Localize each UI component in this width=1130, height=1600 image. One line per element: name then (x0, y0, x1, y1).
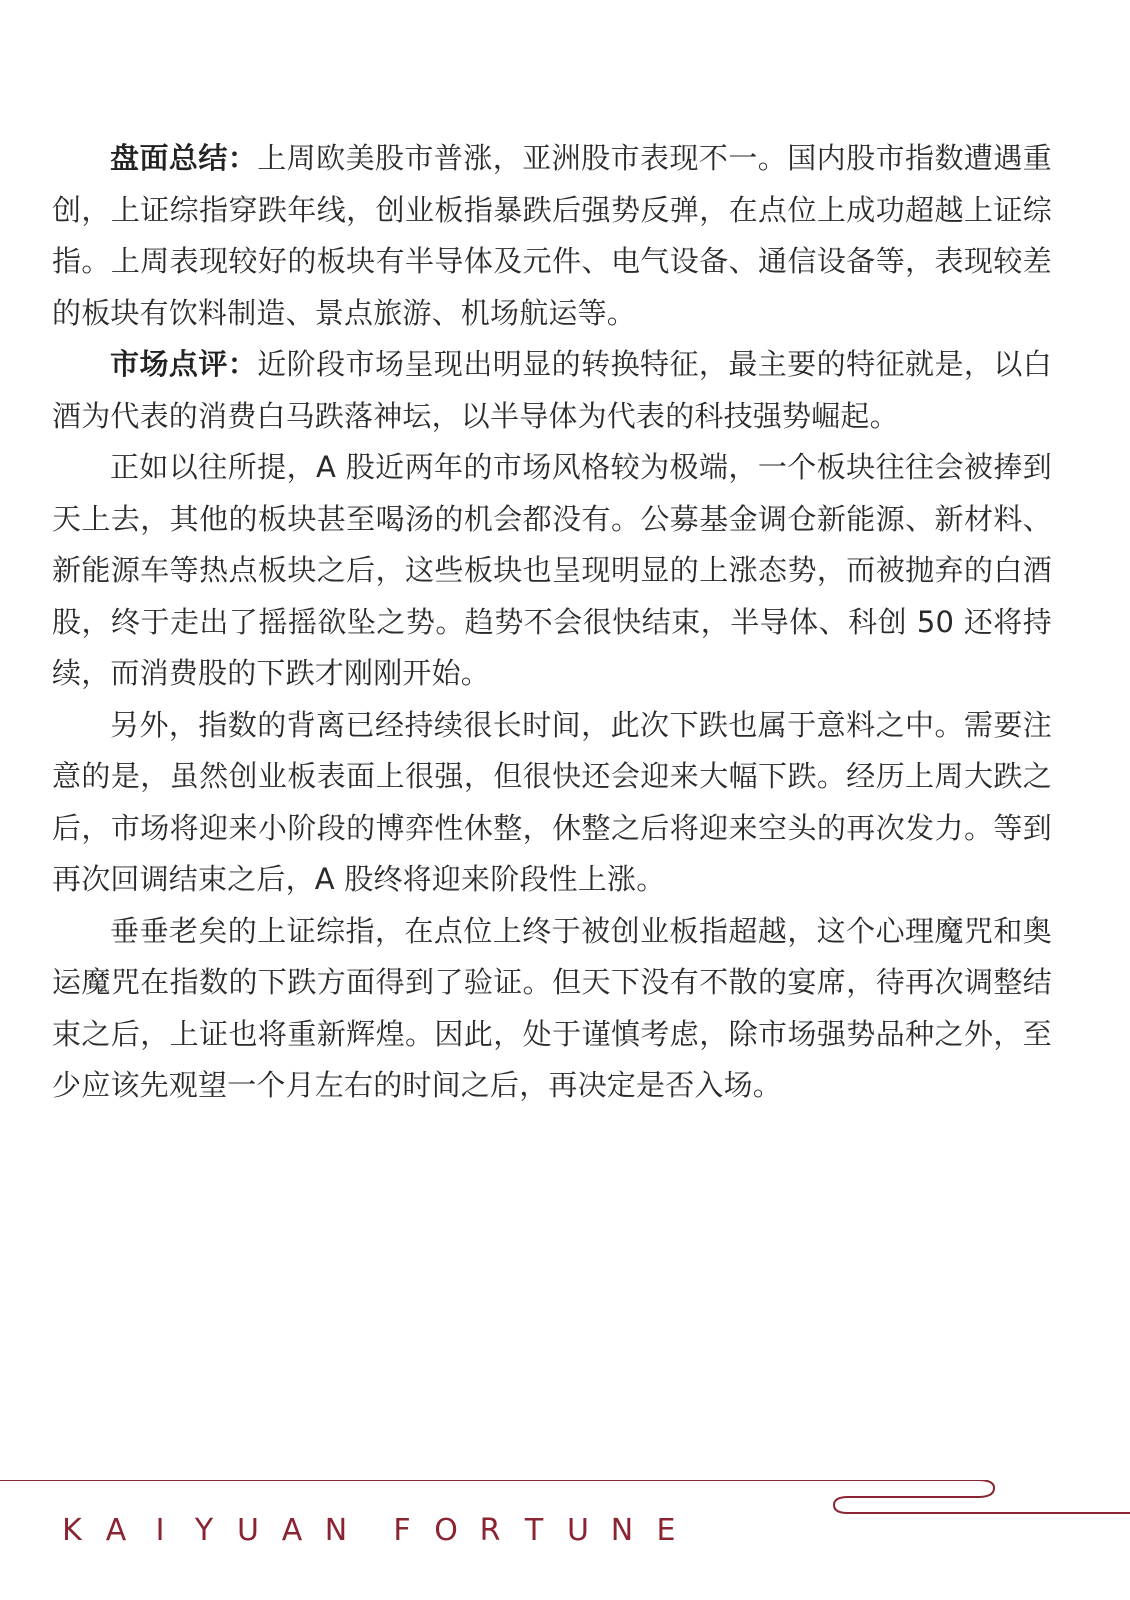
brand-letter: U (237, 1512, 259, 1548)
brand-letter: A (105, 1512, 127, 1548)
paragraph-outlook (52, 906, 1052, 1112)
article-body (52, 133, 1052, 1112)
paragraph-text: 垂垂老矣的上证综指，在点位上终于被创业板指超越，这个心理魔咒和奥运魔咒在指数的下跌方面得到了验证。但天下没有不散的宴席，待再次调整结束之后，上证也将重新辉煌。因此，处于谨慎考虑，除市场强势品种之外，至少应该先观望一个月左右的时间之后，再决定是否入场。 (52, 913, 1052, 1102)
paragraph-text: 上周欧美股市普涨，亚洲股市表现不一。国内股市指数遭遇重创，上证综指穿跌年线，创业板指暴跌后强势反弹，在点位上成功超越上证综指。上周表现较好的板块有半导体及元件、电气设备、通信设备等，表现较差的板块有饮料制造、景点旅游、机场航运等。 (52, 141, 1052, 330)
paragraph-divergence (52, 700, 1052, 906)
brand-letter: O (434, 1512, 458, 1548)
paragraph-text: 近阶段市场呈现出明显的转换特征，最主要的特征就是，以白酒为代表的消费白马跌落神坛，以半导体为代表的科技强势崛起。 (52, 347, 1052, 433)
brand-letter: K (62, 1512, 82, 1548)
brand-letter: I (155, 1512, 165, 1548)
brand-letter: F (393, 1512, 411, 1548)
brand-letter: U (567, 1512, 589, 1548)
brand-letter: N (324, 1512, 348, 1548)
paragraph-lead: 市场点评： (110, 347, 258, 381)
paragraph-commentary (52, 339, 1052, 442)
brand-letter: A (281, 1512, 303, 1548)
brand-wordmark (50, 1510, 688, 1550)
brand-letter: T (524, 1512, 544, 1548)
brand-letter: R (479, 1512, 501, 1548)
brand-letter: E (656, 1512, 676, 1548)
paragraph-text: 正如以往所提，A 股近两年的市场风格较为极端，一个板块往往会被捧到天上去，其他的板块甚至喝汤的机会都没有。公募基金调仓新能源、新材料、新能源车等热点板块之后，这些板块也呈现明显的上涨态势，而被抛弃的白酒股，终于走出了摇摇欲坠之势。趋势不会很快结束，半导体、科创 50 还将持续，而消费股的下跌才刚刚开始。 (52, 450, 1052, 690)
paragraph-style (52, 442, 1052, 700)
paragraph-lead: 盘面总结： (110, 141, 258, 175)
paragraph-text: 另外，指数的背离已经持续很长时间，此次下跌也属于意料之中。需要注意的是，虽然创业板表面上很强，但很快还会迎来大幅下跌。经历上周大跌之后，市场将迎来小阶段的博弈性休整，休整之后将迎来空头的再次发力。等到再次回调结束之后，A 股终将迎来阶段性上涨。 (52, 707, 1052, 896)
brand-letter: Y (194, 1512, 214, 1548)
brand-letter: N (610, 1512, 634, 1548)
paragraph-summary (52, 133, 1052, 339)
